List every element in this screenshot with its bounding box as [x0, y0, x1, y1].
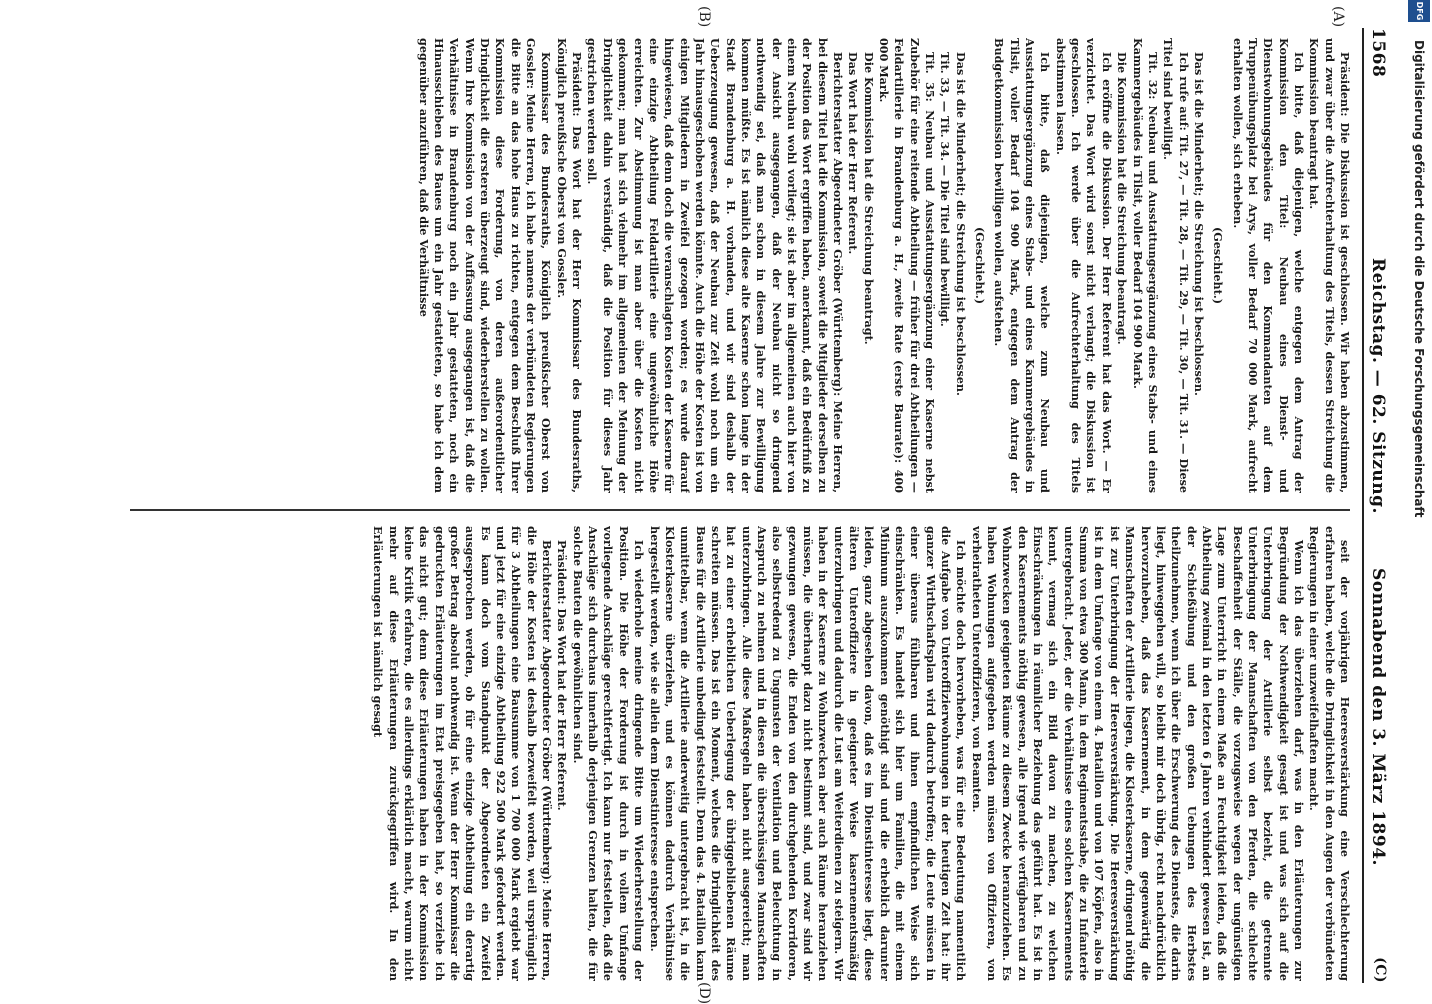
paragraph: Ich eröffne die Diskussion. Der Herr Referent hat das Wort. — Er verzichtet. Das Wort wird sonst nicht verlangt; die Diskussion ist geschlossen. Ich werde über die Aufrechterhaltung des Titels abstimmen lassen.	[1053, 38, 1114, 493]
dfg-logo: DFG	[1408, 0, 1430, 22]
paragraph: Tit. 32: Neubau und Ausstattungsergänzung eines Stabs- und eines Kammergebäudes in Tilsit, voller Bedarf 104 900 Mark.	[1130, 38, 1160, 493]
paragraph: Ich bitte, daß diejenigen, welche zum Neubau und Ausstattungsergänzung eines Stabs- und eines Kammergebäudes in Tilsit, voller Bedarf 104 900 Mark, entgegen dem Antrag der Budgetkommission bewilligen wollen, aufstehen.	[992, 38, 1053, 493]
paragraph: Berichterstatter Abgeordneter Gröber (Württemberg): Meine Herren, bei diesem Titel hat die Kommission, soweit die Mitglieder derselben zu der Position das Wort ergriffen haben, anerkannt, daß ein Bedürfniß zu einem Neubau wohl vorliegt; sie ist aber im allgemeinen auch hier von der Ansicht ausgegangen, daß der Neubau nicht so dringend nothwendig sei, daß man schon in diesem Jahre zur Bewilligung kommen müßte. Es ist nämlich diese alte Kaserne schon lange in der Stadt Brandenburg a. H. vorhanden, und wir sind deshalb der Ueberzeugung gewesen, daß der Neubau zur Zeit wohl noch um ein Jahr hinausgeschoben werden könnte. Auch die Höhe der Kosten ist von einigen Mitgliedern in Zweifel gezogen worden; es wurde darauf hingewiesen, daß denn doch die veranschlagten Kosten der Kaserne für eine einzige Abtheilung Feldartillerie eine ungewöhnliche Höhe erreichten. Zur Abstimmung ist man aber über die Kosten nicht gekommen; man hat sich vielmehr im allgemeinen der Meinung der Dringlichkeit dahin verständigt, daß die Position für dieses Jahr gestrichen werden soll.	[585, 38, 845, 493]
paragraph: Ich bitte, daß diejenigen, welche entgegen dem Antrag der Kommission den Titel: Neubau eines Dienst- und Dienstwohnungsgebäudes für den Kommandanten auf dem Truppenübungsplatz bei Arys, voller Bedarf 70 000 Mark, aufrecht erhalten wollen, sich erheben.	[1230, 38, 1306, 493]
paragraph: Wenn ich das überziehen darf, was in den Erläuterungen zur Begründung der Nothwendigkeit gesagt ist und was sich auf die Unterbringung der Artillerie selbst bezieht, die getrennte Unterbringung der Mannschaften von den Pferden, die schlechte Beschaffenheit der Ställe, die vorzugsweise wegen der ungünstigen Lage zum Unterricht in einem Maße an Feuchtigkeit leiden, daß die Abtheilung zweimal in den letzten 6 Jahren verhindert gewesen ist, an der Schießübung und den großen Uebungen des Herbstes theilzunehmen, wenn ich über die Erschwerung des Dienstes, die darin liegt, hinweggehen will, so bleibt mir doch übrig, recht nachdrücklich hervorzuheben, daß das Kasernement, in dem gegenwärtig die Mannschaften der Artillerie liegen, die Klosterkaserne, dringend nöthig ist zur Unterbringung der Heeresverstärkung. Die Heeresverstärkung ist in dem Umfange von einem 4. Bataillon und von 107 Köpfen, also in Summa von etwa 300 Mann, in dem Regimentsstabe, die zu Infanterie untergebracht. Jeder, der die Verhältnisse eines solchen Kasernements kennt, vermag sich ein Bild davon zu machen, zu welchen Einschränkungen in räumlicher Beziehung das geführt hat. Es ist in den Kasernements nöthig gewesen, alle irgend wie verfügbaren und zu Wohnzwecken geeigneten Räume zu diesem Zwecke heranzuziehen. Es haben Wohnungen aufgegeben werden müssen von Offizieren, von verheiratheten Unteroffizieren, von Beamten.	[969, 526, 1306, 981]
session-date: Sonnabend den 3. März 1894.	[1368, 568, 1388, 866]
column-divider	[130, 509, 1350, 511]
paragraph: Ich möchte doch hervorheben, was für eine Bedeutung namentlich die Aufgabe von Unteroffizierwohnungen in der heutigen Zeit hat: ihr ganzer Wirthschaftsplan wird dadurch betroffen; die Leute müssen in einer überaus fühlbaren und ihnen empfindlichen Weise sich einschränken. Es handelt sich hier um Familien, die mit einem Minimum auszukommen genöthigt sind und die erheblich darunter leiden, ganz abgesehen davon, daß es im Dienstinteresse liegt, diese älteren Unteroffiziere in geeigneter Weise kasernementsmäßig unterzubringen und dadurch die Lust am Weiterdienen zu steigern. Wir haben in der Kaserne zu Wohnzwecken aber auch Räume heranziehen müssen, die überhaupt dazu nicht bestimmt sind, und zwar sind wir gezwungen gewesen, die Enden von den durchgehenden Korridoren, also selbstredend zu Ungunsten der Ventilation und Beleuchtung in Anspruch zu nehmen und in diesen die überschüssigen Mannschaften unterzubringen. Alle diese Maßregeln haben nicht ausgereicht; man hat zu einer erheblichen Ueberlegung der übriggebliebenen Räume schreiten müssen. Das ist ein Moment, welches die Dringlichkeit des Baues für die Artillerie unbedingt feststellt. Denn das 4. Bataillon kann unmittelbar, wenn die Artillerie anderweitig untergebracht ist, in die Klosterkaserne überziehen, und es können dadurch Verhältnisse hergestellt werden, wie sie allein dem Dienstinteresse entsprechen.	[647, 526, 969, 981]
paragraph: Präsident: Die Diskussion ist geschlossen. Wir haben abzustimmen, und zwar über die Aufrechterhaltung des Titels, dessen Streichung die Kommission beantragt hat.	[1307, 38, 1352, 493]
margin-mark-a: (A)	[1330, 6, 1346, 28]
footer	[1404, 0, 1430, 1000]
paragraph: (Geschieht.)	[1211, 226, 1226, 305]
margin-mark-c: (C)	[1372, 957, 1388, 983]
margin-mark-d: (D)	[696, 982, 712, 1004]
paragraph: (Geschieht.)	[973, 226, 988, 305]
paragraph: Ich wiederhole meine dringende Bitte um Wiederherstellung der Position. Die Höhe der Forderung ist durch in vollem Umfange vorliegende Anschläge gerechtfertigt. Ich kann nur feststellen, daß die Anschläge sich durchaus innerhalb derjenigen Grenzen halten, die für solche Bauten die gewöhnlichen sind.	[570, 526, 647, 981]
paragraph: Ich rufe auf: Tit. 27, — Tit. 28, — Tit. 29, — Tit. 30, — Tit. 31. — Diese Titel sind bewilligt.	[1161, 38, 1191, 493]
page-number: 1568	[1368, 28, 1388, 78]
paragraph: Die Kommission hat die Streichung beantragt.	[1115, 52, 1130, 345]
paragraph: Die Kommission hat die Streichung beantragt.	[861, 52, 876, 345]
paragraph: seit der vorjährigen Heeresverstärkung eine Verschlechterung erfahren haben, welche die Dringlichkeit in den Augen der verbündeten Regierungen in einer unzweifelhaften macht.	[1307, 526, 1352, 981]
paragraph: Präsident: Das Wort hat der Herr Referent.	[555, 540, 570, 811]
digitization-credit: Digitalisierung gefördert durch die Deutsche Forschungsgemeinschaft	[1412, 40, 1426, 518]
paragraph: Berichterstatter Abgeordneter Gröber (Württemberg): Meine Herren, die Höhe der Kosten ist deshalb bezweifelt worden, weil ursprünglich für 3 Abtheilungen eine Bausumme von 1 700 000 Mark ergiebt war und jetzt für eine einzige Abtheilung 922 500 Mark gefordert werden. Es kann doch vom Standpunkt der Abgeordneten ein Zweifel ausgesprochen werden, ob für eine einzige Abtheilung ein derartig großer Betrag absolut nothwendig ist. Wenn der Herr Kommissar die gedruckten Erläuterungen im Etat preisgegeben hat, so verziehe ich das nicht gut; denn diese Erläuterungen haben in der Kommission keine Kritik erfahren, die es allerdings erklärlich macht, warum nicht mehr auf diese Erläuterungen zurückgegriffen wird. In den Erläuterungen ist nämlich gesagt	[371, 526, 555, 981]
left-column	[112, 38, 1352, 493]
margin-mark-b: (B)	[696, 6, 712, 28]
paragraph: Kommissar des Bundesraths, Königlich preußischer Oberst von Gossler: Meine Herren, ich habe namens der verbündeten Regierungen die Bitte an das hohe Haus zu richten, entgegen dem Beschluß Ihrer Kommission diese Forderung, von deren außerordentlicher Dringlichkeit die ersteren überzeugt sind, wiederherstellen zu wollen. Wenn Ihre Kommission von der Auffassung ausgegangen ist, daß die Verhältnisse in Brandenburg noch ein Jahr gestatteten, noch ein Hinausschieben des Baues um ein Jahr gestatteten, so habe ich dem gegenüber anzuführen, daß die Verhältnisse	[416, 38, 554, 493]
page-header	[1362, 28, 1404, 983]
paragraph: Tit. 33, — Tit. 34. — Die Titel sind bewilligt.	[938, 52, 953, 327]
paragraph: Das Wort hat der Herr Referent.	[846, 52, 861, 255]
right-column	[112, 526, 1352, 981]
paragraph: Tit. 35: Neubau und Ausstattungsergänzung einer Kaserne nebst Zubehör für eine reitende Abtheilung — früher für drei Abtheilungen — Feldartillerie in Brandenburg a. H., zweite Rate (erste Baurate): 400 000 Mark.	[877, 38, 938, 493]
paragraph: Das ist die Minderheit; die Streichung ist beschlossen.	[1191, 52, 1206, 396]
paragraph: Präsident: Das Wort hat der Herr Kommissar des Bundesraths, Königlich preußische Oberst von Gossler.	[554, 38, 585, 493]
session-title: Reichstag. — 62. Sitzung.	[1368, 258, 1388, 514]
paragraph: Das ist die Minderheit; die Streichung ist beschlossen.	[953, 52, 968, 396]
